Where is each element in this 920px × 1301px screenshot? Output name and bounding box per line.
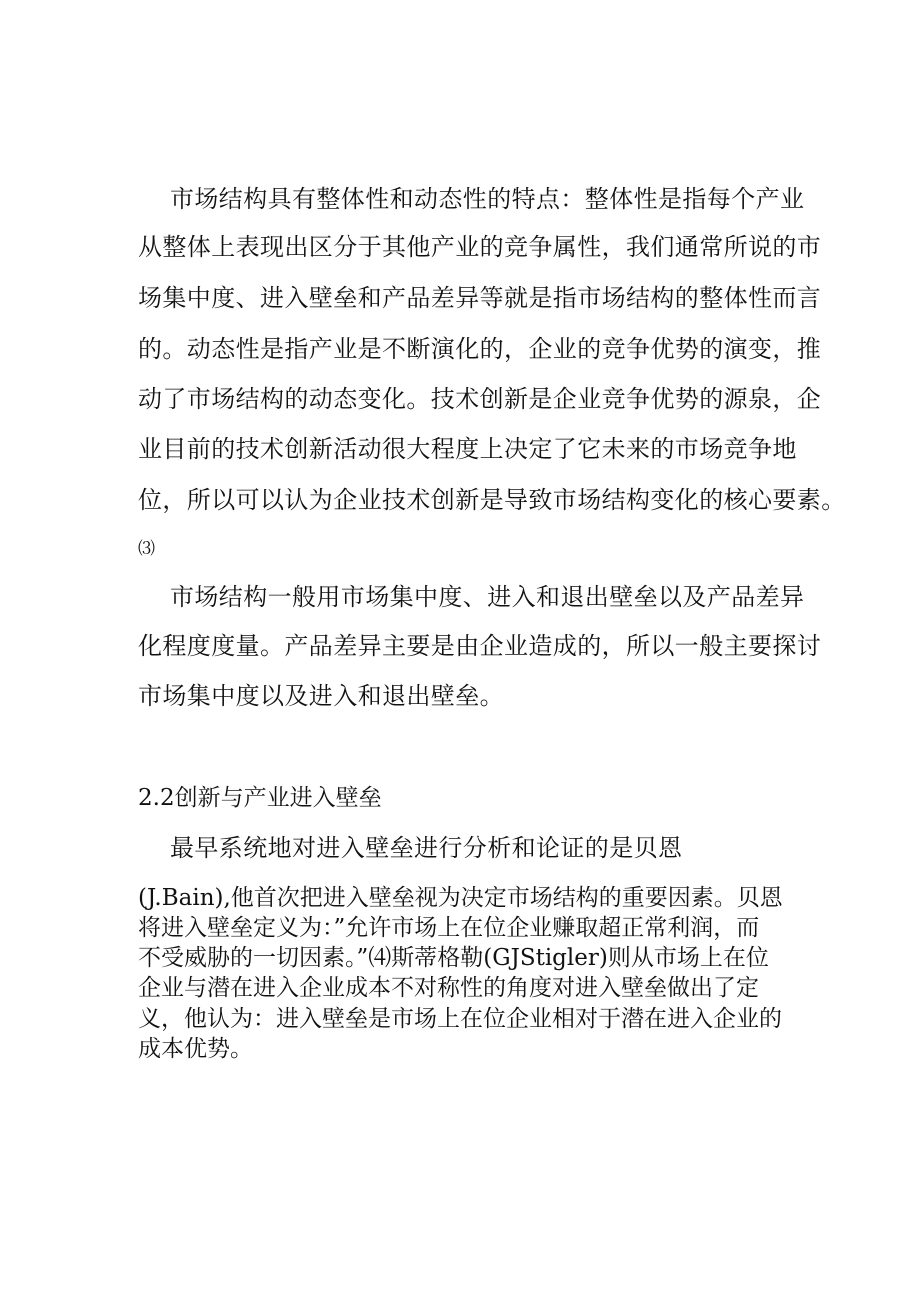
paragraph-2-line-3: 市场集中度以及进入和退出壁垒。 xyxy=(138,682,504,710)
paragraph-1-line-1: 市场结构具有整体性和动态性的特点：整体性是指每个产业 xyxy=(170,185,805,213)
paragraph-1-line-7: 位，所以可以认为企业技术创新是导致市场结构变化的核心要素。 xyxy=(138,486,846,514)
section-heading: 2.2创新与产业进入壁垒 xyxy=(138,785,382,811)
paragraph-1-line-6: 业目前的技术创新活动很大程度上决定了它未来的市场竞争地 xyxy=(138,435,797,463)
paragraph-1-reference: ⑶ xyxy=(138,539,155,559)
paragraph-1-line-3: 场集中度、进入壁垒和产品差异等就是指市场结构的整体性而言 xyxy=(138,284,822,312)
paragraph-1-line-2: 从整体上表现出区分于其他产业的竞争属性，我们通常所说的市 xyxy=(138,233,822,261)
paragraph-3-line-1: 最早系统地对进入壁垒进行分析和论证的是贝恩 xyxy=(170,834,683,862)
paragraph-1-line-5: 动了市场结构的动态变化。技术创新是企业竞争优势的源泉，企 xyxy=(138,385,822,413)
paragraph-3-line-7: 成本优势。 xyxy=(138,1036,253,1062)
paragraph-3-line-2: (J.Bain),他首次把进入壁垒视为决定市场结构的重要因素。贝恩 xyxy=(138,885,783,911)
paragraph-3-line-6: 义，他认为：进入壁垒是市场上在位企业相对于潜在进入企业的 xyxy=(138,1006,782,1032)
paragraph-3-line-5: 企业与潜在进入企业成本不对称性的角度对进入壁垒做出了定 xyxy=(138,975,759,1001)
paragraph-3-line-4: 不受威胁的一切因素。”⑷斯蒂格勒(GJStigler)则从市场上在位 xyxy=(138,945,769,971)
paragraph-1-line-4: 的。动态性是指产业是不断演化的，企业的竞争优势的演变，推 xyxy=(138,335,822,363)
paragraph-3-line-3: 将进入壁垒定义为：”允许市场上在位企业赚取超正常利润，而 xyxy=(138,915,760,941)
paragraph-2-line-2: 化程度度量。产品差异主要是由企业造成的，所以一般主要探讨 xyxy=(138,632,822,660)
paragraph-2-line-1: 市场结构一般用市场集中度、进入和退出壁垒以及产品差异 xyxy=(170,583,805,611)
